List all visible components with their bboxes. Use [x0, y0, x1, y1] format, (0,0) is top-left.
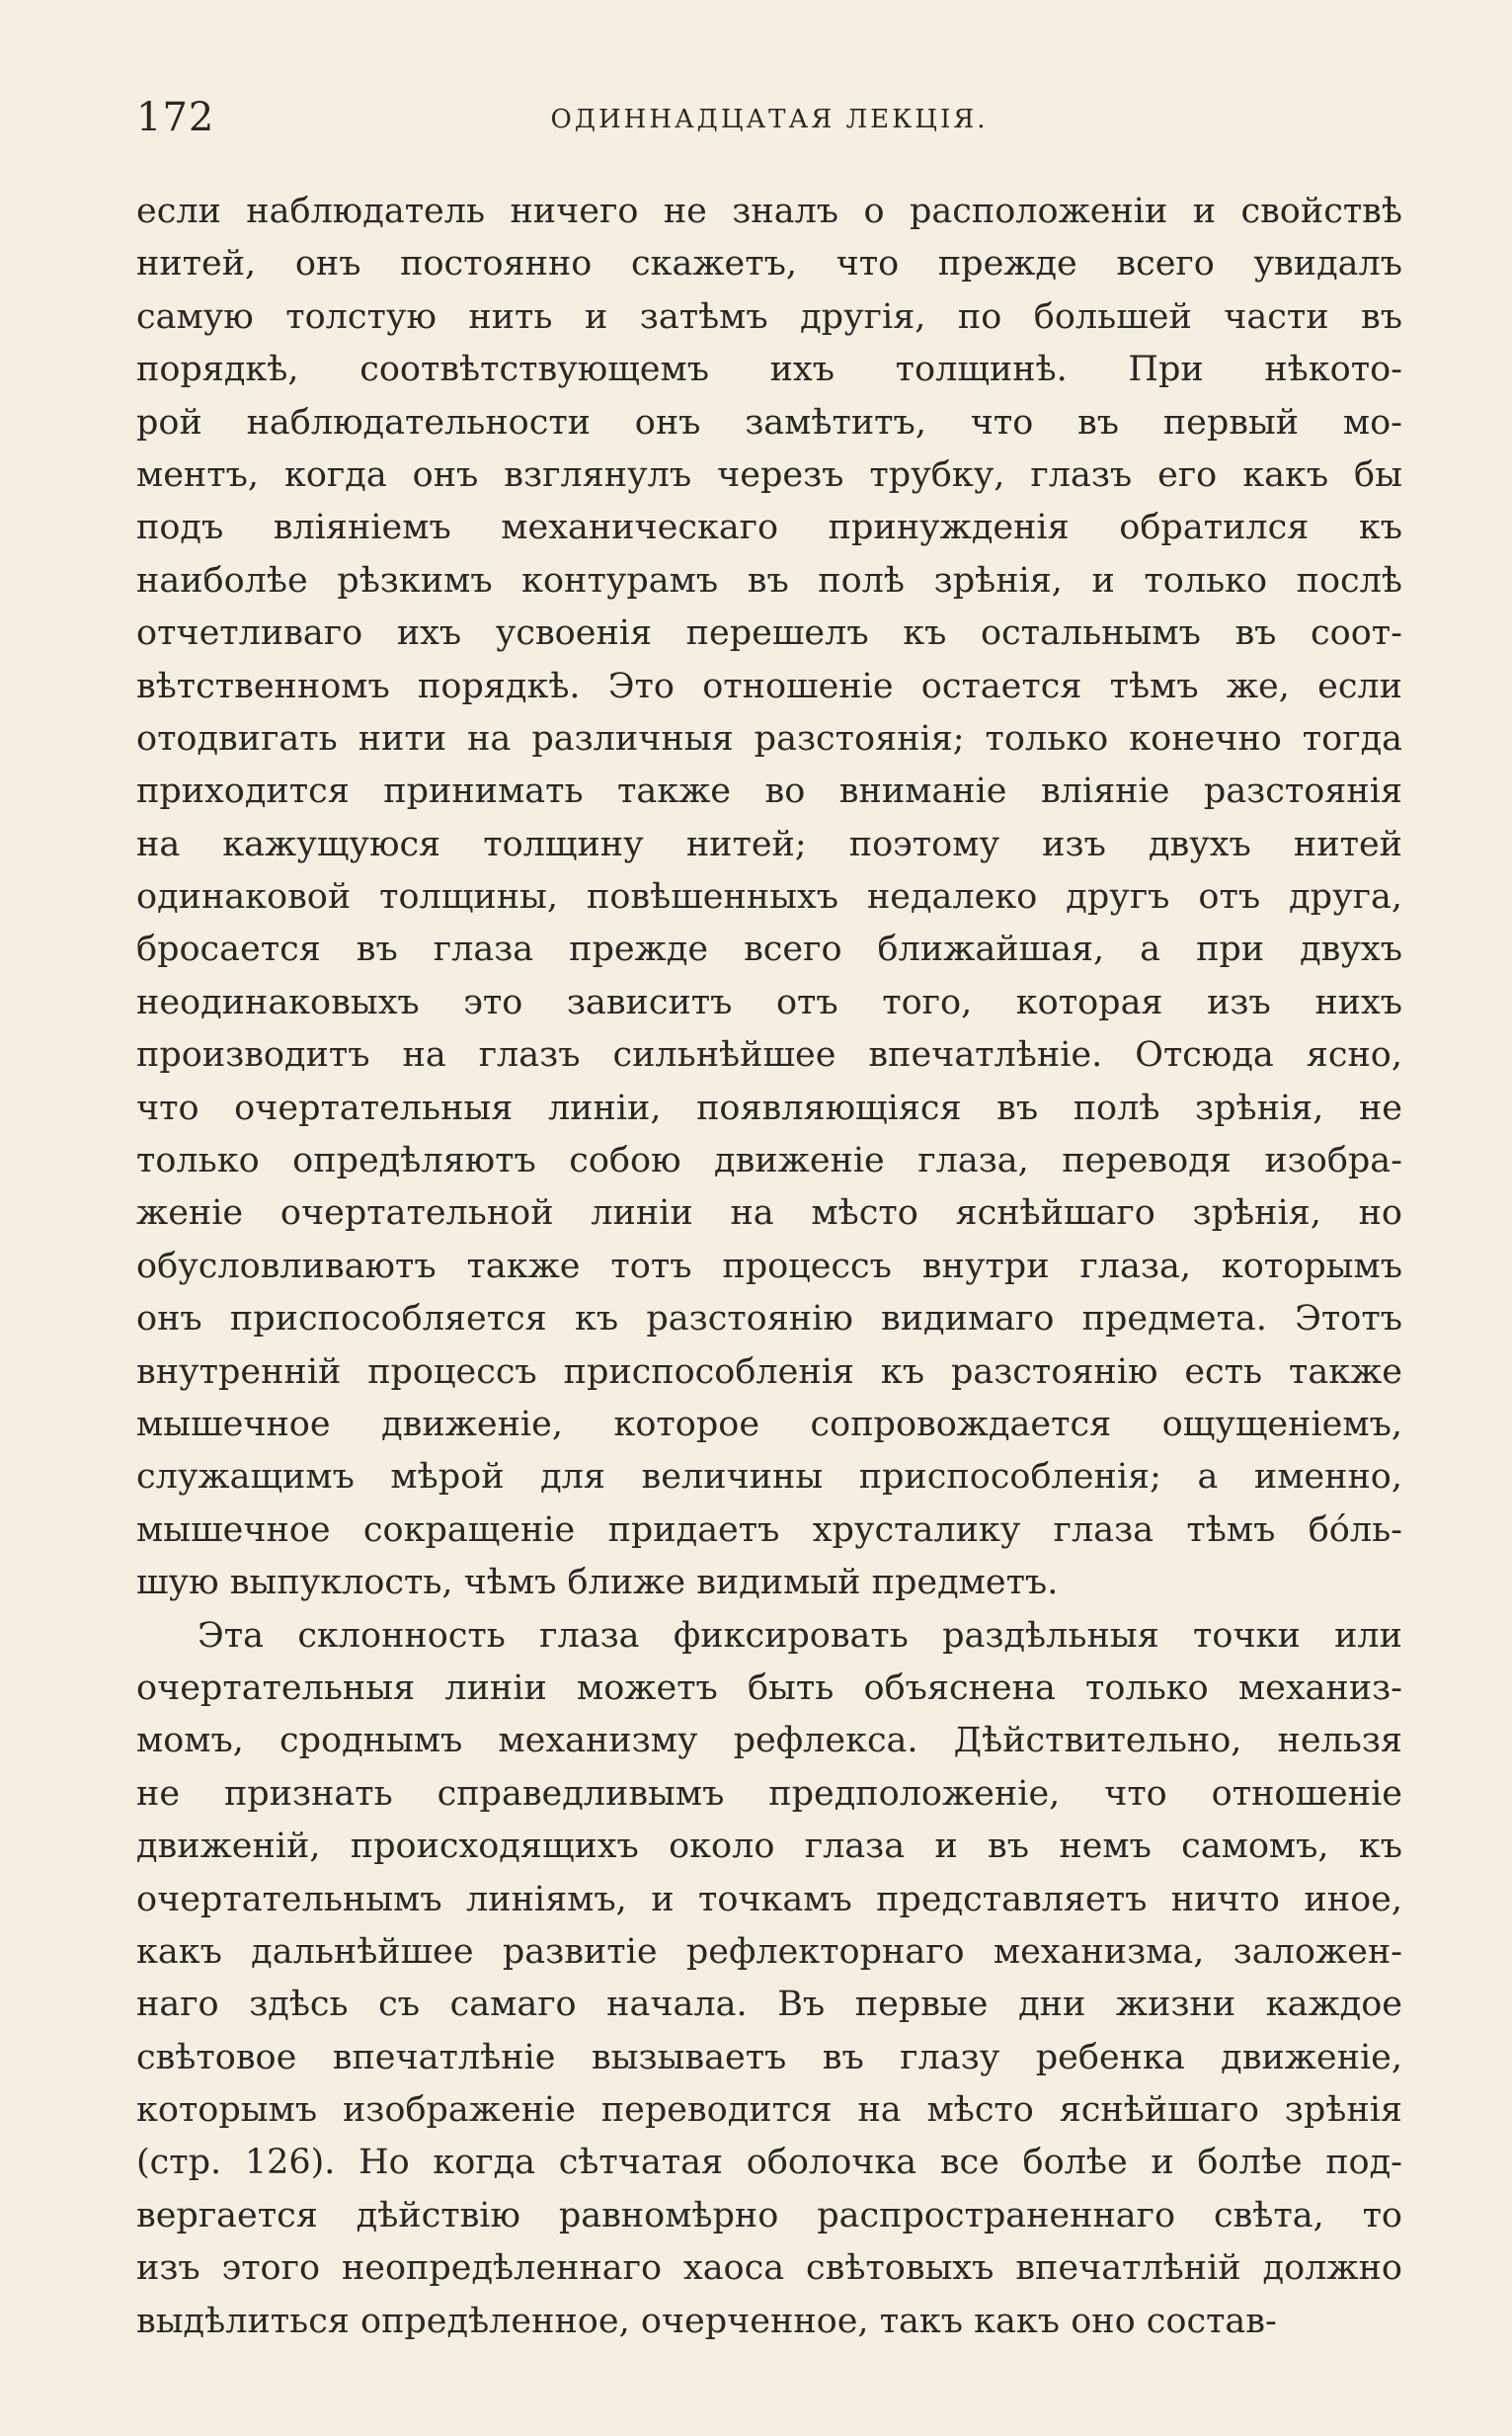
text-line: свѣтовое впечатлѣніе вызываетъ въ глазу ребенка движеніе, — [136, 2037, 1402, 2077]
text-line: порядкѣ, соотвѣтствующемъ ихъ толщинѣ. При нѣкото- — [136, 350, 1402, 390]
paragraph — [136, 186, 1402, 1610]
text-line: шую выпуклость, чѣмъ ближе видимый предметъ. — [136, 1563, 1059, 1603]
text-line: отодвигать нити на различныя разстоянія; только конечно тогда — [136, 718, 1402, 759]
text-line: момъ, сроднымъ механизму рефлекса. Дѣйствительно, нельзя — [136, 1721, 1402, 1761]
text-line: вѣтственномъ порядкѣ. Это отношеніе остается тѣмъ же, если — [136, 666, 1402, 706]
text-line: самую толстую нить и затѣмъ другія, по большей части въ — [136, 296, 1402, 337]
text-line: наиболѣе рѣзкимъ контурамъ въ полѣ зрѣнія, и только послѣ — [136, 560, 1402, 601]
text-line: бросается въ глаза прежде всего ближайшая, а при двухъ — [136, 930, 1402, 970]
text-line: рой наблюдательности онъ замѣтитъ, что въ первый мо- — [136, 402, 1402, 443]
text-line: только опредѣляютъ собою движеніе глаза, переводя изобра- — [136, 1141, 1402, 1181]
text-line: женіе очертательной линіи на мѣсто яснѣйшаго зрѣнія, но — [136, 1193, 1402, 1234]
text-line: нитей, онъ постоянно скажетъ, что прежде всего увидалъ — [136, 244, 1402, 284]
text-line: наго здѣсь съ самаго начала. Въ первые дни жизни каждое — [136, 1985, 1402, 2025]
text-line: которымъ изображеніе переводится на мѣсто яснѣйшаго зрѣнія — [136, 2090, 1402, 2131]
text-line: выдѣлиться опредѣленное, очерченное, такъ какъ оно состав- — [136, 2301, 1277, 2341]
text-line: онъ приспособляется къ разстоянію видимаго предмета. Этотъ — [136, 1299, 1402, 1340]
text-line: на кажущуюся толщину нитей; поэтому изъ двухъ нитей — [136, 824, 1402, 864]
text-line: очертательнымъ линіямъ, и точкамъ представляетъ ничто иное, — [136, 1879, 1402, 1919]
text-line: очертательныя линіи можетъ быть объяснена только механиз- — [136, 1667, 1402, 1708]
text-line: приходится принимать также во вниманіе вліяніе разстоянія — [136, 771, 1402, 812]
text-line: мышечное движеніе, которое сопровождается ощущеніемъ, — [136, 1404, 1402, 1444]
text-line: одинаковой толщины, повѣшенныхъ недалеко другъ отъ друга, — [136, 877, 1402, 918]
text-line: какъ дальнѣйшее развитіе рефлекторнаго механизма, заложен- — [136, 1931, 1402, 1972]
text-line: (стр. 126). Но когда сѣтчатая оболочка все болѣе и болѣе под- — [136, 2143, 1402, 2183]
text-line: Эта склонность глаза фиксировать раздѣльныя точки или — [198, 1615, 1402, 1656]
running-title: ОДИННАДЦАТАЯ ЛЕКЦІЯ. — [550, 105, 989, 134]
text-line: внутренній процессъ приспособленія къ разстоянію есть также — [136, 1351, 1402, 1392]
text-line: движеній, происходящихъ около глаза и въ немъ самомъ, къ — [136, 1827, 1402, 1867]
text-line: что очертательныя линіи, появляющіяся въ полѣ зрѣнія, не — [136, 1088, 1402, 1128]
text-line: вергается дѣйствію равномѣрно распространеннаго свѣта, то — [136, 2195, 1402, 2235]
page-header — [136, 95, 1402, 150]
text-line: ментъ, когда онъ взглянулъ черезъ трубку, глазъ его какъ бы — [136, 454, 1402, 495]
text-line: если наблюдатель ничего не зналъ о расположеніи и свойствѣ — [136, 192, 1402, 231]
text-line: производитъ на глазъ сильнѣйшее впечатлѣніе. Отсюда ясно, — [136, 1035, 1402, 1076]
text-line: служащимъ мѣрой для величины приспособленія; а именно, — [136, 1457, 1402, 1498]
paragraph — [136, 1610, 1402, 2348]
text-line: изъ этого неопредѣленнаго хаоса свѣтовыхъ впечатлѣній должно — [136, 2248, 1402, 2289]
text-line: не признать справедливымъ предположеніе, что отношеніе — [136, 1773, 1402, 1814]
text-line: мышечное сокращеніе придаетъ хрусталику глаза тѣмъ бо́ль- — [136, 1509, 1402, 1550]
text-line: подъ вліяніемъ механическаго принужденія обратился къ — [136, 508, 1402, 548]
text-line: обусловливаютъ также тотъ процессъ внутри глаза, которымъ — [136, 1246, 1402, 1286]
text-line: отчетливаго ихъ усвоенія перешелъ къ остальнымъ въ соот- — [136, 613, 1402, 654]
text-line: неодинаковыхъ это зависитъ отъ того, которая изъ нихъ — [136, 982, 1402, 1022]
body-text — [136, 186, 1402, 2348]
page-number: 172 — [136, 95, 215, 140]
